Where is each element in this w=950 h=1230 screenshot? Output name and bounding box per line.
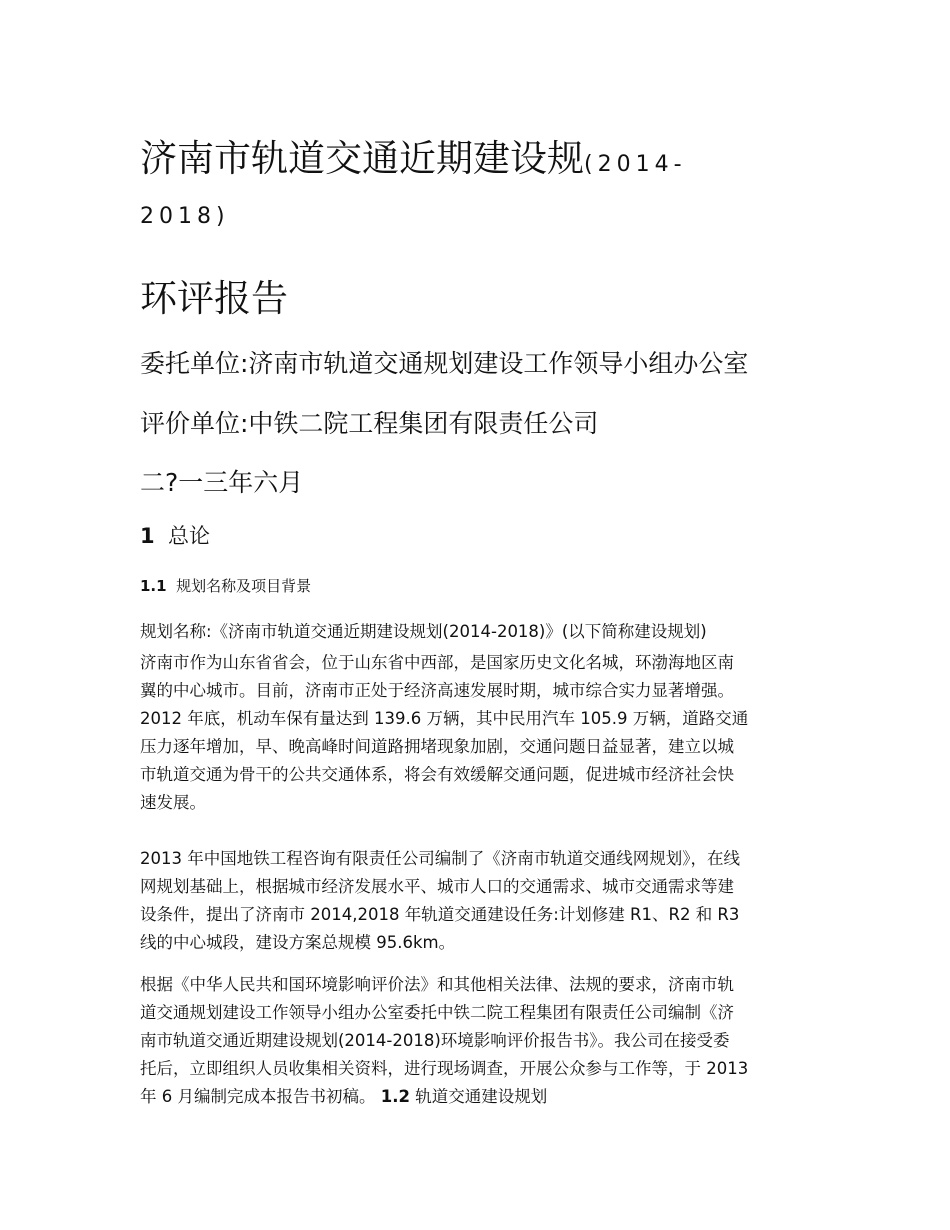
client-line: 委托单位:济南市轨道交通规划建设工作领导小组办公室 bbox=[140, 349, 749, 378]
paragraph-line: 设条件，提出了济南市 2014,2018 年轨道交通建设任务:计划修建 R1、R2 和 R3 bbox=[140, 905, 740, 924]
report-heading: 环评报告 bbox=[140, 277, 288, 320]
paragraph-line: 速发展。 bbox=[140, 793, 206, 812]
section-number: 1.1 bbox=[140, 577, 167, 595]
paragraph-eia bbox=[140, 971, 748, 1111]
paragraph-line: 南市轨道交通近期建设规划(2014-2018)环境影响评价报告书》。我公司在接受委 bbox=[140, 1031, 730, 1050]
paragraph-line bbox=[140, 1083, 748, 1111]
paragraph-text: 年 6 月编制完成本报告书初稿。 bbox=[140, 1087, 376, 1106]
section-1-1-heading bbox=[140, 575, 311, 596]
plan-name-paragraph: 规划名称:《济南市轨道交通近期建设规划(2014-2018)》(以下简称建设规划) bbox=[140, 622, 707, 641]
paragraph-line: 济南市作为山东省省会，位于山东省中西部，是国家历史文化名城，环渤海地区南 bbox=[140, 653, 734, 672]
section-number: 1.2 bbox=[380, 1087, 410, 1106]
paragraph-line: 市轨道交通为骨干的公共交通体系，将会有效缓解交通问题，促进城市经济社会快 bbox=[140, 765, 734, 784]
section-1-heading bbox=[140, 520, 210, 550]
paragraph-line: 托后，立即组织人员收集相关资料，进行现场调查，开展公众参与工作等，于 2013 bbox=[140, 1059, 749, 1078]
title-text: 济南市轨道交通近期建设规 bbox=[140, 137, 584, 180]
title-year-end: 2018) bbox=[140, 204, 230, 229]
section-title: 总论 bbox=[167, 524, 210, 548]
document-title bbox=[140, 128, 687, 182]
section-1-2-title: 轨道交通建设规划 bbox=[415, 1087, 548, 1106]
paragraph-background bbox=[140, 649, 748, 817]
paragraph-line: 2012 年底，机动车保有量达到 139.6 万辆，其中民用汽车 105.9 万辆，道路交通 bbox=[140, 709, 749, 728]
paragraph-network-plan bbox=[140, 845, 740, 957]
date-line: 二?一三年六月 bbox=[140, 468, 304, 497]
paragraph-line: 根据《中华人民共和国环境影响评价法》和其他相关法律、法规的要求，济南市轨 bbox=[140, 975, 734, 994]
paragraph-line: 线的中心城段，建设方案总规模 95.6km。 bbox=[140, 933, 456, 952]
paragraph-line: 网规划基础上，根据城市经济发展水平、城市人口的交通需求、城市交通需求等建 bbox=[140, 877, 734, 896]
paragraph-line: 2013 年中国地铁工程咨询有限责任公司编制了《济南市轨道交通线网规划》，在线 bbox=[140, 849, 740, 868]
paragraph-line: 道交通规划建设工作领导小组办公室委托中铁二院工程集团有限责任公司编制《济 bbox=[140, 1003, 734, 1022]
evaluator-line: 评价单位:中铁二院工程集团有限责任公司 bbox=[140, 409, 599, 438]
section-title: 规划名称及项目背景 bbox=[176, 577, 312, 595]
paragraph-line: 翼的中心城市。目前，济南市正处于经济高速发展时期，城市综合实力显著增强。 bbox=[140, 681, 734, 700]
section-number: 1 bbox=[140, 524, 155, 548]
paragraph-line: 压力逐年增加，早、晚高峰时间道路拥堵现象加剧，交通问题日益显著，建立以城 bbox=[140, 737, 734, 756]
title-year-start: (2014- bbox=[584, 152, 687, 177]
